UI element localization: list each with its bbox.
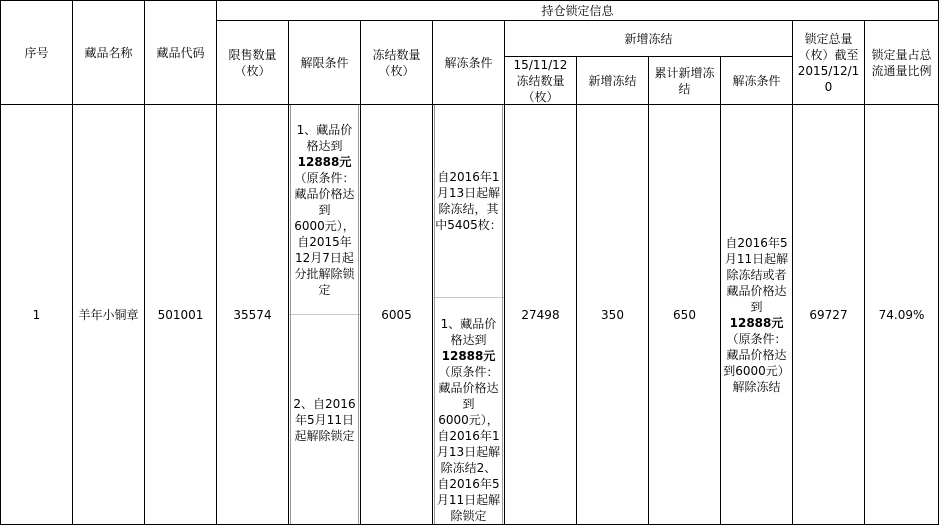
- cell-lock-total: 69727: [809, 307, 848, 322]
- header-unfreeze-cond: 解冻条件: [444, 55, 493, 70]
- cell-release-cond-2: 2、自2016 年5月11日 起解除锁定: [293, 396, 356, 443]
- cell-inner-line: [502, 105, 503, 524]
- header-limit-qty: 限售数量 （枚）: [228, 47, 277, 78]
- release-cond-1-price: 12888元: [297, 154, 352, 169]
- unfreeze-cond-2-price: 12888元: [441, 349, 496, 363]
- cell-inner-line: [358, 105, 359, 524]
- header-new-unfreeze-cond: 解冻条件: [732, 73, 781, 88]
- cell-cum-new-freeze: 650: [673, 307, 696, 322]
- cell-lock-ratio: 74.09%: [878, 307, 925, 322]
- header-frozen-qty-151112: 15/11/12 冻结数量 （枚）: [513, 57, 568, 104]
- release-cond-1-pre: 1、藏品价 格达到: [296, 122, 353, 153]
- cell-name: 羊年小铜章: [78, 307, 139, 322]
- cell-new-freeze: 350: [601, 307, 624, 322]
- header-cum-new-freeze: 累计新增冻 结: [654, 65, 715, 96]
- unfreeze-cond-2-post: （原条件： 藏品价格达 到 6000元）， 自2016年1 月13日起解 除冻结2、 自2016年5 月11日起解 除锁定: [436, 365, 501, 523]
- new-unfreeze-cond-post: （原条件： 藏品价格达 到6000元） 解除冻结: [723, 331, 790, 394]
- header-new-freeze: 新增冻结: [588, 73, 637, 88]
- cell-release-cond-1: [291, 105, 358, 314]
- header-new-freeze-group: 新增冻结: [624, 31, 673, 46]
- unfreeze-cond-2-pre: 1、藏品价 格达到: [440, 317, 497, 347]
- header-frozen-qty: 冻结数量 （枚）: [372, 47, 421, 78]
- new-unfreeze-cond-pre: 自2016年5 月11日起解 除冻结或者 藏品价格达 到: [724, 235, 789, 314]
- cell-unfreeze-cond-1: 自2016年1 月13日起解 除冻结，其 中5405枚：: [435, 170, 502, 232]
- cell-frozen-qty-151112: 27498: [521, 307, 560, 322]
- cell-seq: 1: [32, 307, 41, 322]
- cell-limit-qty: 35574: [233, 307, 272, 322]
- group-header-title: 持仓锁定信息: [541, 3, 614, 18]
- header-seq: 序号: [24, 45, 49, 60]
- header-name: 藏品名称: [84, 45, 133, 60]
- header-lock-total: 锁定总量 （枚）截至 2015/12/1 0: [797, 31, 860, 94]
- release-cond-1-post: （原条件： 藏品价格达 到 6000元）， 自2015年 12月7日起 分批解除锁 定: [294, 170, 355, 297]
- cell-new-unfreeze-cond: [721, 105, 792, 524]
- cell-code: 501001: [157, 307, 204, 322]
- header-code: 藏品代码: [156, 45, 205, 60]
- cell-unfreeze-cond-2: [435, 298, 502, 524]
- cell-frozen-qty: 6005: [381, 307, 412, 322]
- header-release-cond: 解限条件: [300, 55, 349, 70]
- new-unfreeze-cond-price: 12888元: [729, 315, 784, 330]
- header-lock-ratio: 锁定量占总 流通量比例: [871, 47, 932, 78]
